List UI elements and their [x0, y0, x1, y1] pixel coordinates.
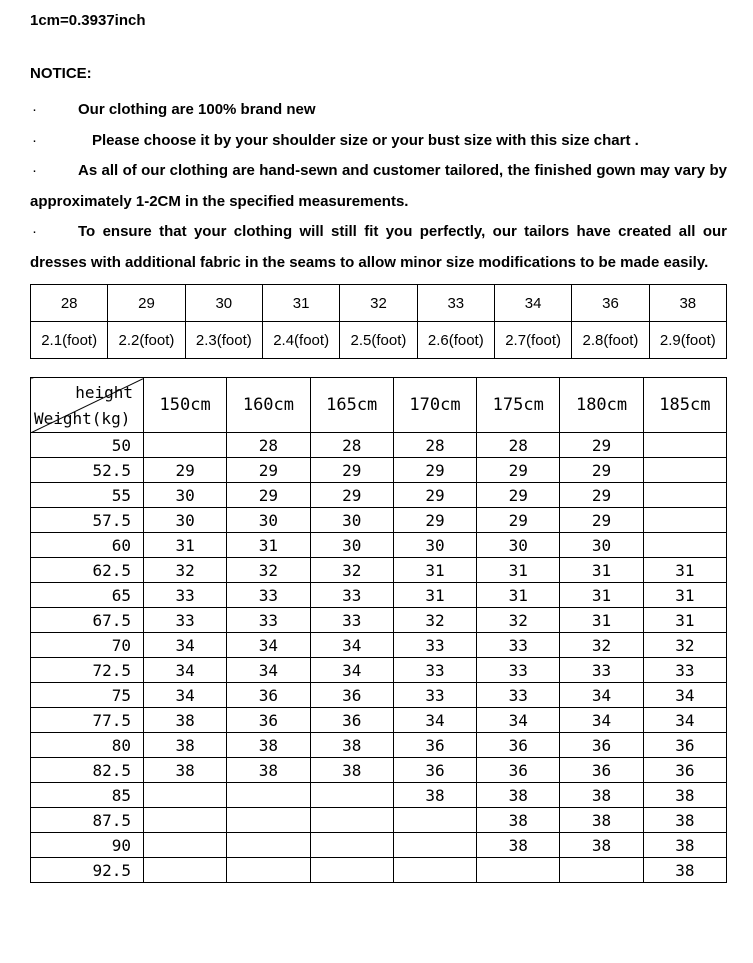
notice-item-text: Please choose it by your shoulder size or your bust size with this size chart .: [92, 131, 639, 149]
foot-cell: 2.7(foot): [494, 322, 571, 359]
size-row-sizes: [31, 285, 727, 322]
size-value-cell: 38: [643, 858, 726, 883]
weight-cell: 82.5: [31, 758, 144, 783]
size-value-cell: [477, 858, 560, 883]
notice-item: [30, 156, 727, 217]
weight-cell: 75: [31, 683, 144, 708]
size-value-cell: 29: [227, 458, 310, 483]
size-value-cell: 36: [477, 733, 560, 758]
size-value-cell: [310, 783, 393, 808]
corner-label-weight: Weight(kg): [34, 409, 131, 428]
height-column-header: 150cm: [144, 378, 227, 433]
foot-cell: 2.9(foot): [649, 322, 726, 359]
size-value-cell: 29: [560, 458, 643, 483]
size-row-feet: [31, 322, 727, 359]
matrix-row: [31, 733, 727, 758]
size-value-cell: 33: [393, 658, 476, 683]
size-value-cell: 32: [393, 608, 476, 633]
size-value-cell: [643, 533, 726, 558]
size-value-cell: [144, 833, 227, 858]
size-value-cell: 30: [393, 533, 476, 558]
size-value-cell: 31: [643, 583, 726, 608]
size-value-cell: [144, 808, 227, 833]
size-value-cell: 38: [310, 758, 393, 783]
size-value-cell: 34: [560, 683, 643, 708]
size-value-cell: 36: [310, 683, 393, 708]
size-value-cell: 34: [393, 708, 476, 733]
size-value-cell: 29: [560, 433, 643, 458]
foot-cell: 2.2(foot): [108, 322, 185, 359]
size-value-cell: 30: [310, 508, 393, 533]
size-value-cell: 38: [477, 833, 560, 858]
size-value-cell: 36: [477, 758, 560, 783]
size-value-cell: [643, 458, 726, 483]
size-conversion-table: [30, 284, 727, 359]
size-value-cell: 38: [144, 733, 227, 758]
size-cell: 28: [31, 285, 108, 322]
weight-cell: 90: [31, 833, 144, 858]
size-value-cell: 33: [643, 658, 726, 683]
matrix-row: [31, 758, 727, 783]
size-cell: 31: [262, 285, 339, 322]
size-value-cell: [643, 508, 726, 533]
matrix-row: [31, 633, 727, 658]
size-value-cell: 33: [144, 608, 227, 633]
size-value-cell: [310, 808, 393, 833]
matrix-row: [31, 583, 727, 608]
size-value-cell: 29: [393, 483, 476, 508]
size-value-cell: [144, 783, 227, 808]
size-value-cell: 33: [227, 608, 310, 633]
size-value-cell: 30: [144, 483, 227, 508]
size-value-cell: [144, 433, 227, 458]
size-value-cell: 29: [393, 508, 476, 533]
size-cell: 29: [108, 285, 185, 322]
size-value-cell: 36: [227, 683, 310, 708]
size-cell: 34: [494, 285, 571, 322]
size-value-cell: 32: [477, 608, 560, 633]
size-value-cell: 29: [560, 508, 643, 533]
size-value-cell: 32: [310, 558, 393, 583]
size-value-cell: 31: [643, 558, 726, 583]
bullet-marker: ·: [32, 223, 37, 240]
weight-cell: 70: [31, 633, 144, 658]
height-column-header: 165cm: [310, 378, 393, 433]
weight-cell: 77.5: [31, 708, 144, 733]
size-value-cell: 31: [477, 558, 560, 583]
matrix-header-row: [31, 378, 727, 433]
weight-cell: 50: [31, 433, 144, 458]
weight-cell: 55: [31, 483, 144, 508]
bullet-marker: ·: [32, 131, 37, 149]
size-value-cell: 31: [477, 583, 560, 608]
size-value-cell: 36: [560, 758, 643, 783]
weight-cell: 57.5: [31, 508, 144, 533]
weight-cell: 80: [31, 733, 144, 758]
size-value-cell: 34: [560, 708, 643, 733]
size-value-cell: 38: [477, 808, 560, 833]
height-column-header: 160cm: [227, 378, 310, 433]
size-value-cell: 38: [227, 758, 310, 783]
size-value-cell: 31: [560, 583, 643, 608]
size-cell: 32: [340, 285, 417, 322]
size-value-cell: [227, 783, 310, 808]
weight-cell: 85: [31, 783, 144, 808]
size-value-cell: 38: [560, 833, 643, 858]
size-value-cell: 33: [477, 633, 560, 658]
size-value-cell: 31: [227, 533, 310, 558]
size-value-cell: 31: [643, 608, 726, 633]
size-value-cell: 33: [227, 583, 310, 608]
size-value-cell: [643, 483, 726, 508]
matrix-row: [31, 658, 727, 683]
size-value-cell: [227, 808, 310, 833]
size-value-cell: 30: [560, 533, 643, 558]
size-value-cell: 30: [310, 533, 393, 558]
size-value-cell: 33: [310, 608, 393, 633]
height-column-header: 170cm: [393, 378, 476, 433]
size-value-cell: 29: [393, 458, 476, 483]
size-value-cell: 36: [643, 733, 726, 758]
size-value-cell: [560, 858, 643, 883]
size-value-cell: 31: [560, 608, 643, 633]
size-cell: 33: [417, 285, 494, 322]
height-column-header: 175cm: [477, 378, 560, 433]
size-value-cell: 31: [393, 583, 476, 608]
size-value-cell: 32: [643, 633, 726, 658]
size-value-cell: 36: [560, 733, 643, 758]
size-value-cell: 31: [393, 558, 476, 583]
size-value-cell: 34: [144, 633, 227, 658]
notice-list: [30, 95, 727, 278]
size-value-cell: 36: [310, 708, 393, 733]
size-value-cell: 36: [393, 758, 476, 783]
matrix-row: [31, 433, 727, 458]
size-value-cell: 38: [393, 783, 476, 808]
size-value-cell: 38: [643, 808, 726, 833]
size-value-cell: 28: [477, 433, 560, 458]
matrix-row: [31, 558, 727, 583]
size-value-cell: 32: [227, 558, 310, 583]
foot-cell: 2.3(foot): [185, 322, 262, 359]
size-value-cell: 30: [227, 508, 310, 533]
size-value-cell: 33: [144, 583, 227, 608]
size-value-cell: 34: [643, 708, 726, 733]
matrix-row: [31, 533, 727, 558]
size-value-cell: 31: [144, 533, 227, 558]
size-value-cell: [310, 858, 393, 883]
notice-item: [30, 217, 727, 278]
size-value-cell: [227, 858, 310, 883]
size-value-cell: 34: [310, 658, 393, 683]
size-value-cell: 34: [643, 683, 726, 708]
foot-cell: 2.1(foot): [31, 322, 108, 359]
weight-cell: 92.5: [31, 858, 144, 883]
size-value-cell: 38: [144, 708, 227, 733]
size-value-cell: 38: [310, 733, 393, 758]
foot-cell: 2.6(foot): [417, 322, 494, 359]
weight-cell: 52.5: [31, 458, 144, 483]
size-value-cell: 33: [560, 658, 643, 683]
height-column-header: 180cm: [560, 378, 643, 433]
size-value-cell: 38: [144, 758, 227, 783]
size-value-cell: 34: [310, 633, 393, 658]
size-value-cell: 33: [393, 633, 476, 658]
size-value-cell: 36: [227, 708, 310, 733]
notice-item-text: Our clothing are 100% brand new: [78, 101, 316, 118]
matrix-body: [31, 433, 727, 883]
size-value-cell: 38: [643, 833, 726, 858]
size-value-cell: 29: [477, 458, 560, 483]
weight-cell: 60: [31, 533, 144, 558]
size-value-cell: [310, 833, 393, 858]
size-value-cell: 34: [144, 658, 227, 683]
foot-cell: 2.8(foot): [572, 322, 649, 359]
weight-cell: 87.5: [31, 808, 144, 833]
matrix-row: [31, 858, 727, 883]
size-value-cell: 34: [227, 658, 310, 683]
size-value-cell: 34: [227, 633, 310, 658]
size-value-cell: 28: [227, 433, 310, 458]
size-value-cell: 33: [477, 658, 560, 683]
size-value-cell: 38: [477, 783, 560, 808]
size-cell: 30: [185, 285, 262, 322]
notice-title: NOTICE:: [30, 65, 92, 82]
size-value-cell: 28: [393, 433, 476, 458]
size-value-cell: 29: [310, 458, 393, 483]
foot-cell: 2.4(foot): [262, 322, 339, 359]
weight-cell: 65: [31, 583, 144, 608]
conversion-note: 1cm=0.3937inch: [30, 12, 146, 29]
foot-cell: 2.5(foot): [340, 322, 417, 359]
size-value-cell: 28: [310, 433, 393, 458]
corner-label-height: height: [75, 383, 133, 402]
corner-cell: [31, 378, 144, 433]
size-value-cell: 31: [560, 558, 643, 583]
size-value-cell: 34: [144, 683, 227, 708]
size-value-cell: 34: [477, 708, 560, 733]
size-value-cell: 38: [227, 733, 310, 758]
size-value-cell: 38: [560, 783, 643, 808]
matrix-row: [31, 508, 727, 533]
notice-item-text: To ensure that your clothing will still fit you perfectly, our tailors have created all our dresses with additional fabric in the seams to allow minor size modifications to be made easily.: [30, 223, 727, 271]
size-value-cell: 29: [144, 458, 227, 483]
notice-item-text: As all of our clothing are hand-sewn and customer tailored, the finished gown may vary by approximately 1-2CM in the specified measurements.: [30, 162, 727, 210]
matrix-row: [31, 808, 727, 833]
size-value-cell: [227, 833, 310, 858]
weight-cell: 62.5: [31, 558, 144, 583]
size-value-cell: [393, 858, 476, 883]
bullet-marker: ·: [32, 162, 37, 179]
size-value-cell: 33: [477, 683, 560, 708]
size-value-cell: [393, 833, 476, 858]
weight-cell: 67.5: [31, 608, 144, 633]
height-column-header: 185cm: [643, 378, 726, 433]
size-value-cell: 36: [643, 758, 726, 783]
size-value-cell: 29: [310, 483, 393, 508]
size-cell: 36: [572, 285, 649, 322]
size-value-cell: 33: [310, 583, 393, 608]
matrix-row: [31, 708, 727, 733]
weight-cell: 72.5: [31, 658, 144, 683]
size-value-cell: 38: [643, 783, 726, 808]
size-value-cell: [643, 433, 726, 458]
size-value-cell: 29: [227, 483, 310, 508]
size-value-cell: 38: [560, 808, 643, 833]
size-value-cell: [393, 808, 476, 833]
notice-item: [30, 95, 727, 126]
size-value-cell: 29: [477, 483, 560, 508]
size-value-cell: 32: [560, 633, 643, 658]
size-value-cell: 30: [477, 533, 560, 558]
size-value-cell: 29: [477, 508, 560, 533]
matrix-row: [31, 608, 727, 633]
size-value-cell: [144, 858, 227, 883]
bullet-marker: ·: [32, 101, 37, 118]
matrix-row: [31, 683, 727, 708]
height-weight-size-table: [30, 377, 727, 883]
matrix-row: [31, 833, 727, 858]
matrix-row: [31, 783, 727, 808]
size-value-cell: 33: [393, 683, 476, 708]
size-value-cell: 30: [144, 508, 227, 533]
matrix-row: [31, 483, 727, 508]
notice-item: [30, 126, 727, 157]
size-value-cell: 32: [144, 558, 227, 583]
matrix-row: [31, 458, 727, 483]
size-value-cell: 29: [560, 483, 643, 508]
size-value-cell: 36: [393, 733, 476, 758]
size-cell: 38: [649, 285, 726, 322]
